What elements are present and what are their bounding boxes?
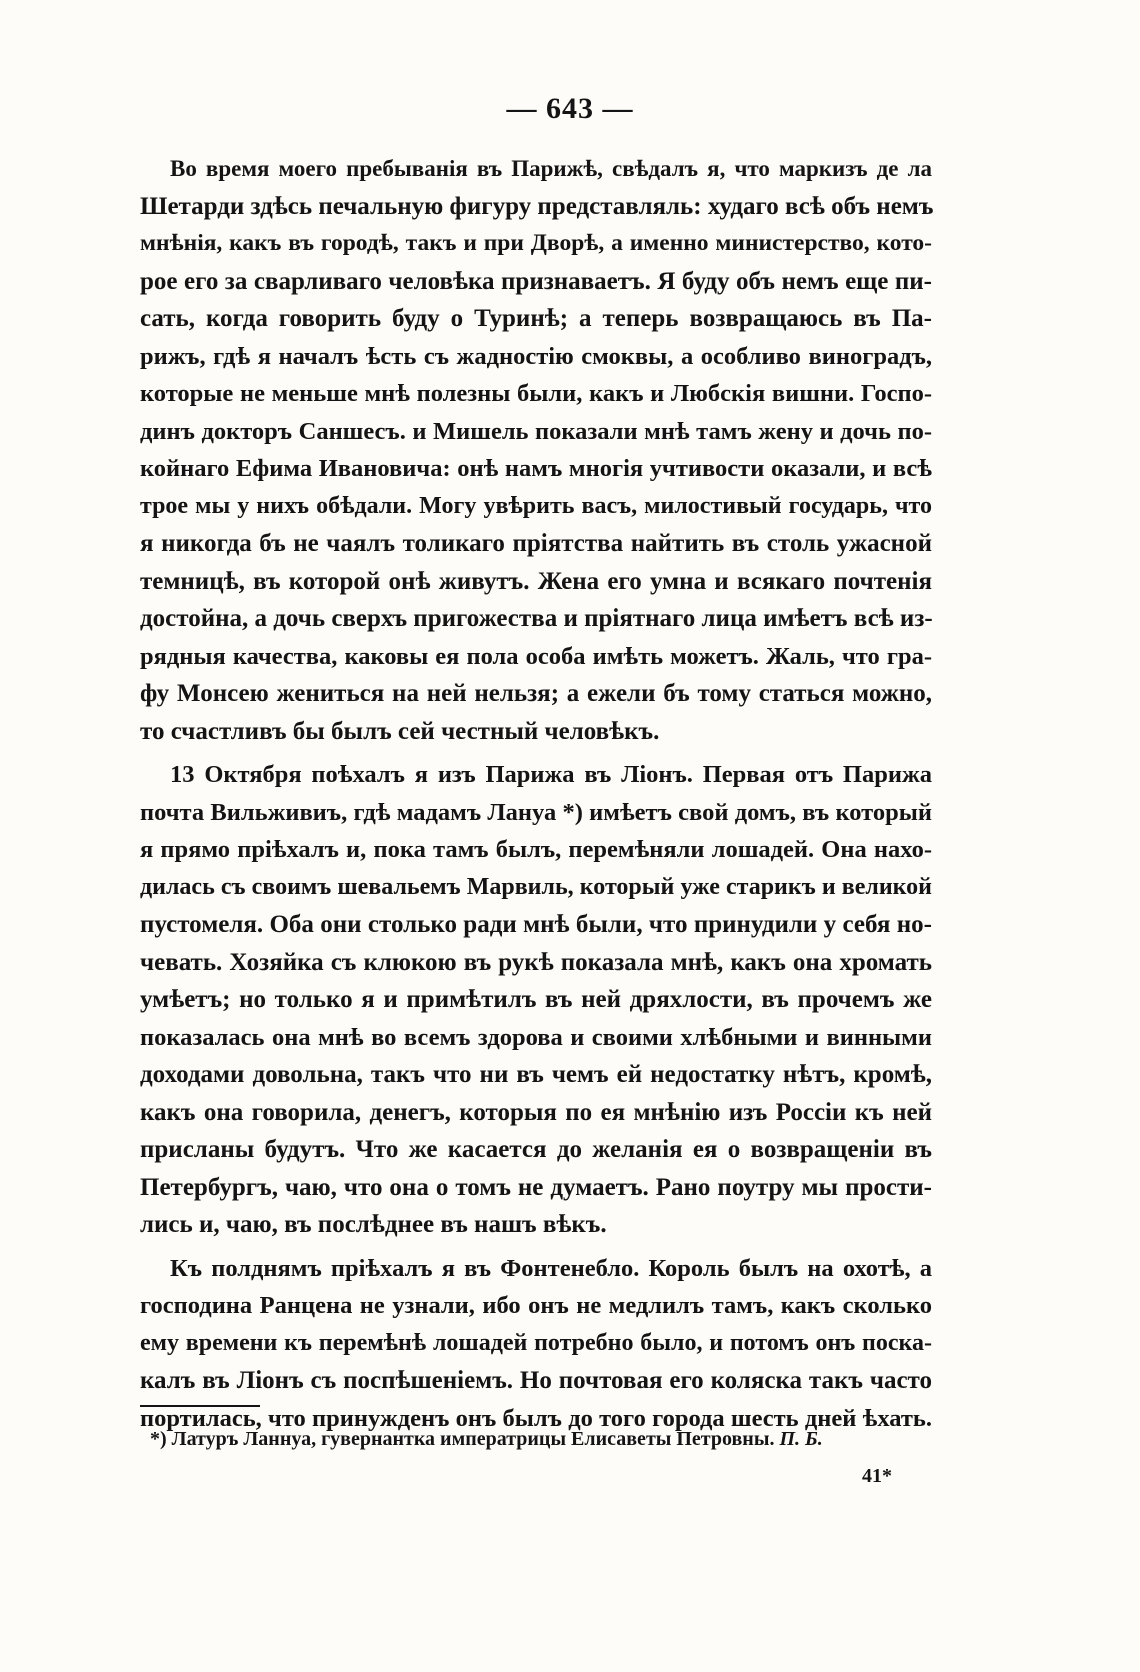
text-line: Шетарди здѣсь печальную фигуру представляль: худаго всѣ объ немъ — [140, 192, 934, 220]
footnote-divider — [140, 1405, 260, 1407]
text-line: фу Монсею жениться на ней нельзя; а ежели бъ тому статься можно, — [140, 680, 932, 707]
text-line: какъ она говорила, денегъ, которыя по ея мнѣнію изъ Россіи къ ней — [140, 1098, 932, 1126]
text-line: койнаго Ефима Ивановича: онѣ намъ многія учтивости оказали, и всѣ — [140, 455, 932, 482]
text-line: рое его за сварливаго человѣка признаваетъ. Я буду объ немъ еще пи- — [140, 267, 932, 295]
paragraph — [140, 150, 932, 750]
text-line: показалась она мнѣ во всемъ здорова и своими хлѣбными и винными — [140, 1023, 932, 1051]
text-line: лись и, чаю, въ послѣднее въ нашъ вѣкъ. — [140, 1211, 607, 1238]
text-line: мнѣнія, какъ въ городѣ, такъ и при Дворѣ, а именно министерство, кото- — [140, 230, 932, 256]
text-line: ему времени къ перемѣнѣ лошадей потребно было, и потомъ онъ поска- — [140, 1329, 932, 1356]
text-line: чевать. Хозяйка съ клюкою въ рукѣ показала мнѣ, какъ она хромать — [140, 948, 932, 976]
text-line: портилась, что принужденъ онъ былъ до того города шесть дней ѣхать. — [140, 1404, 932, 1432]
paragraph — [140, 1250, 932, 1438]
text-line: я прямо пріѣхалъ и, пока тамъ былъ, перемѣняли лошадей. Она нахо- — [140, 836, 932, 863]
text-line: доходами довольна, такъ что ни въ чемъ ей недостатку нѣтъ, кромѣ, — [140, 1061, 932, 1088]
text-line: господина Ранцена не узнали, ибо онъ не медлилъ тамъ, какъ сколько — [140, 1292, 932, 1319]
footnote-initials: П. Б. — [779, 1428, 823, 1450]
text-line: умѣетъ; но только я и примѣтилъ въ ней дряхлости, въ прочемъ же — [140, 986, 932, 1013]
text-line: темницѣ, въ которой онѣ живутъ. Жена его умна и всякаго почтенія — [140, 567, 932, 595]
footnote-text: *) Латуръ Ланнуа, гувернантка императрицы Елисаветы Петровны. — [150, 1428, 775, 1450]
text-line: Во время моего пребыванія въ Парижѣ, свѣдалъ я, что маркизъ де ла — [170, 156, 932, 181]
paragraph — [140, 756, 932, 1244]
page-number: — 643 — — [506, 92, 634, 125]
text-line: пустомеля. Оба они столько ради мнѣ были, что принудили у себя но- — [140, 911, 932, 938]
text-line: присланы будутъ. Что же касается до желанія ея о возвращеніи въ — [140, 1136, 932, 1163]
text-line: динъ докторъ Саншесъ. и Мишель показали мнѣ тамъ жену и дочь по- — [140, 417, 932, 445]
signature-mark: 41* — [862, 1465, 892, 1487]
footnote — [150, 1428, 890, 1451]
text-line: калъ въ Ліонъ съ поспѣшеніемъ. Но почтовая его коляска такъ часто — [140, 1367, 932, 1394]
main-text — [140, 150, 932, 1437]
text-line: почта Вильживиъ, гдѣ мадамъ Лануа *) имѣетъ свой домъ, въ который — [140, 798, 932, 826]
text-line: Къ полднямъ пріѣхалъ я въ Фонтенебло. Король былъ на охотѣ, а — [170, 1254, 932, 1282]
text-line: рижъ, гдѣ я началъ ѣсть съ жадностію смоквы, а особливо виноградъ, — [140, 342, 932, 370]
text-line: достойна, а дочь сверхъ пригожества и пріятнаго лица имѣетъ всѣ из- — [140, 605, 933, 632]
text-line: 13 Октября поѣхалъ я изъ Парижа въ Ліонъ. Первая отъ Парижа — [170, 761, 932, 788]
text-line: то счастливъ бы былъ сей честный человѣкъ. — [140, 717, 660, 745]
text-line: дилась съ своимъ шевальемъ Марвиль, который уже старикъ и великой — [140, 873, 932, 900]
text-line: Петербургъ, чаю, что она о томъ не думаетъ. Рано поутру мы прости- — [140, 1173, 932, 1201]
text-line: которые не меньше мнѣ полезны были, какъ и Любскія вишни. Госпо- — [140, 380, 932, 407]
text-line: трое мы у нихъ обѣдали. Могу увѣрить васъ, милостивый государь, что — [140, 492, 932, 519]
text-line: рядныя качества, каковы ея пола особа имѣть можетъ. Жаль, что гра- — [140, 642, 932, 670]
text-line: я никогда бъ не чаялъ толикаго пріятства найтить въ столь ужасной — [140, 530, 932, 557]
text-line: сать, когда говорить буду о Туринѣ; а теперь возвращаюсь въ Па- — [140, 305, 932, 332]
